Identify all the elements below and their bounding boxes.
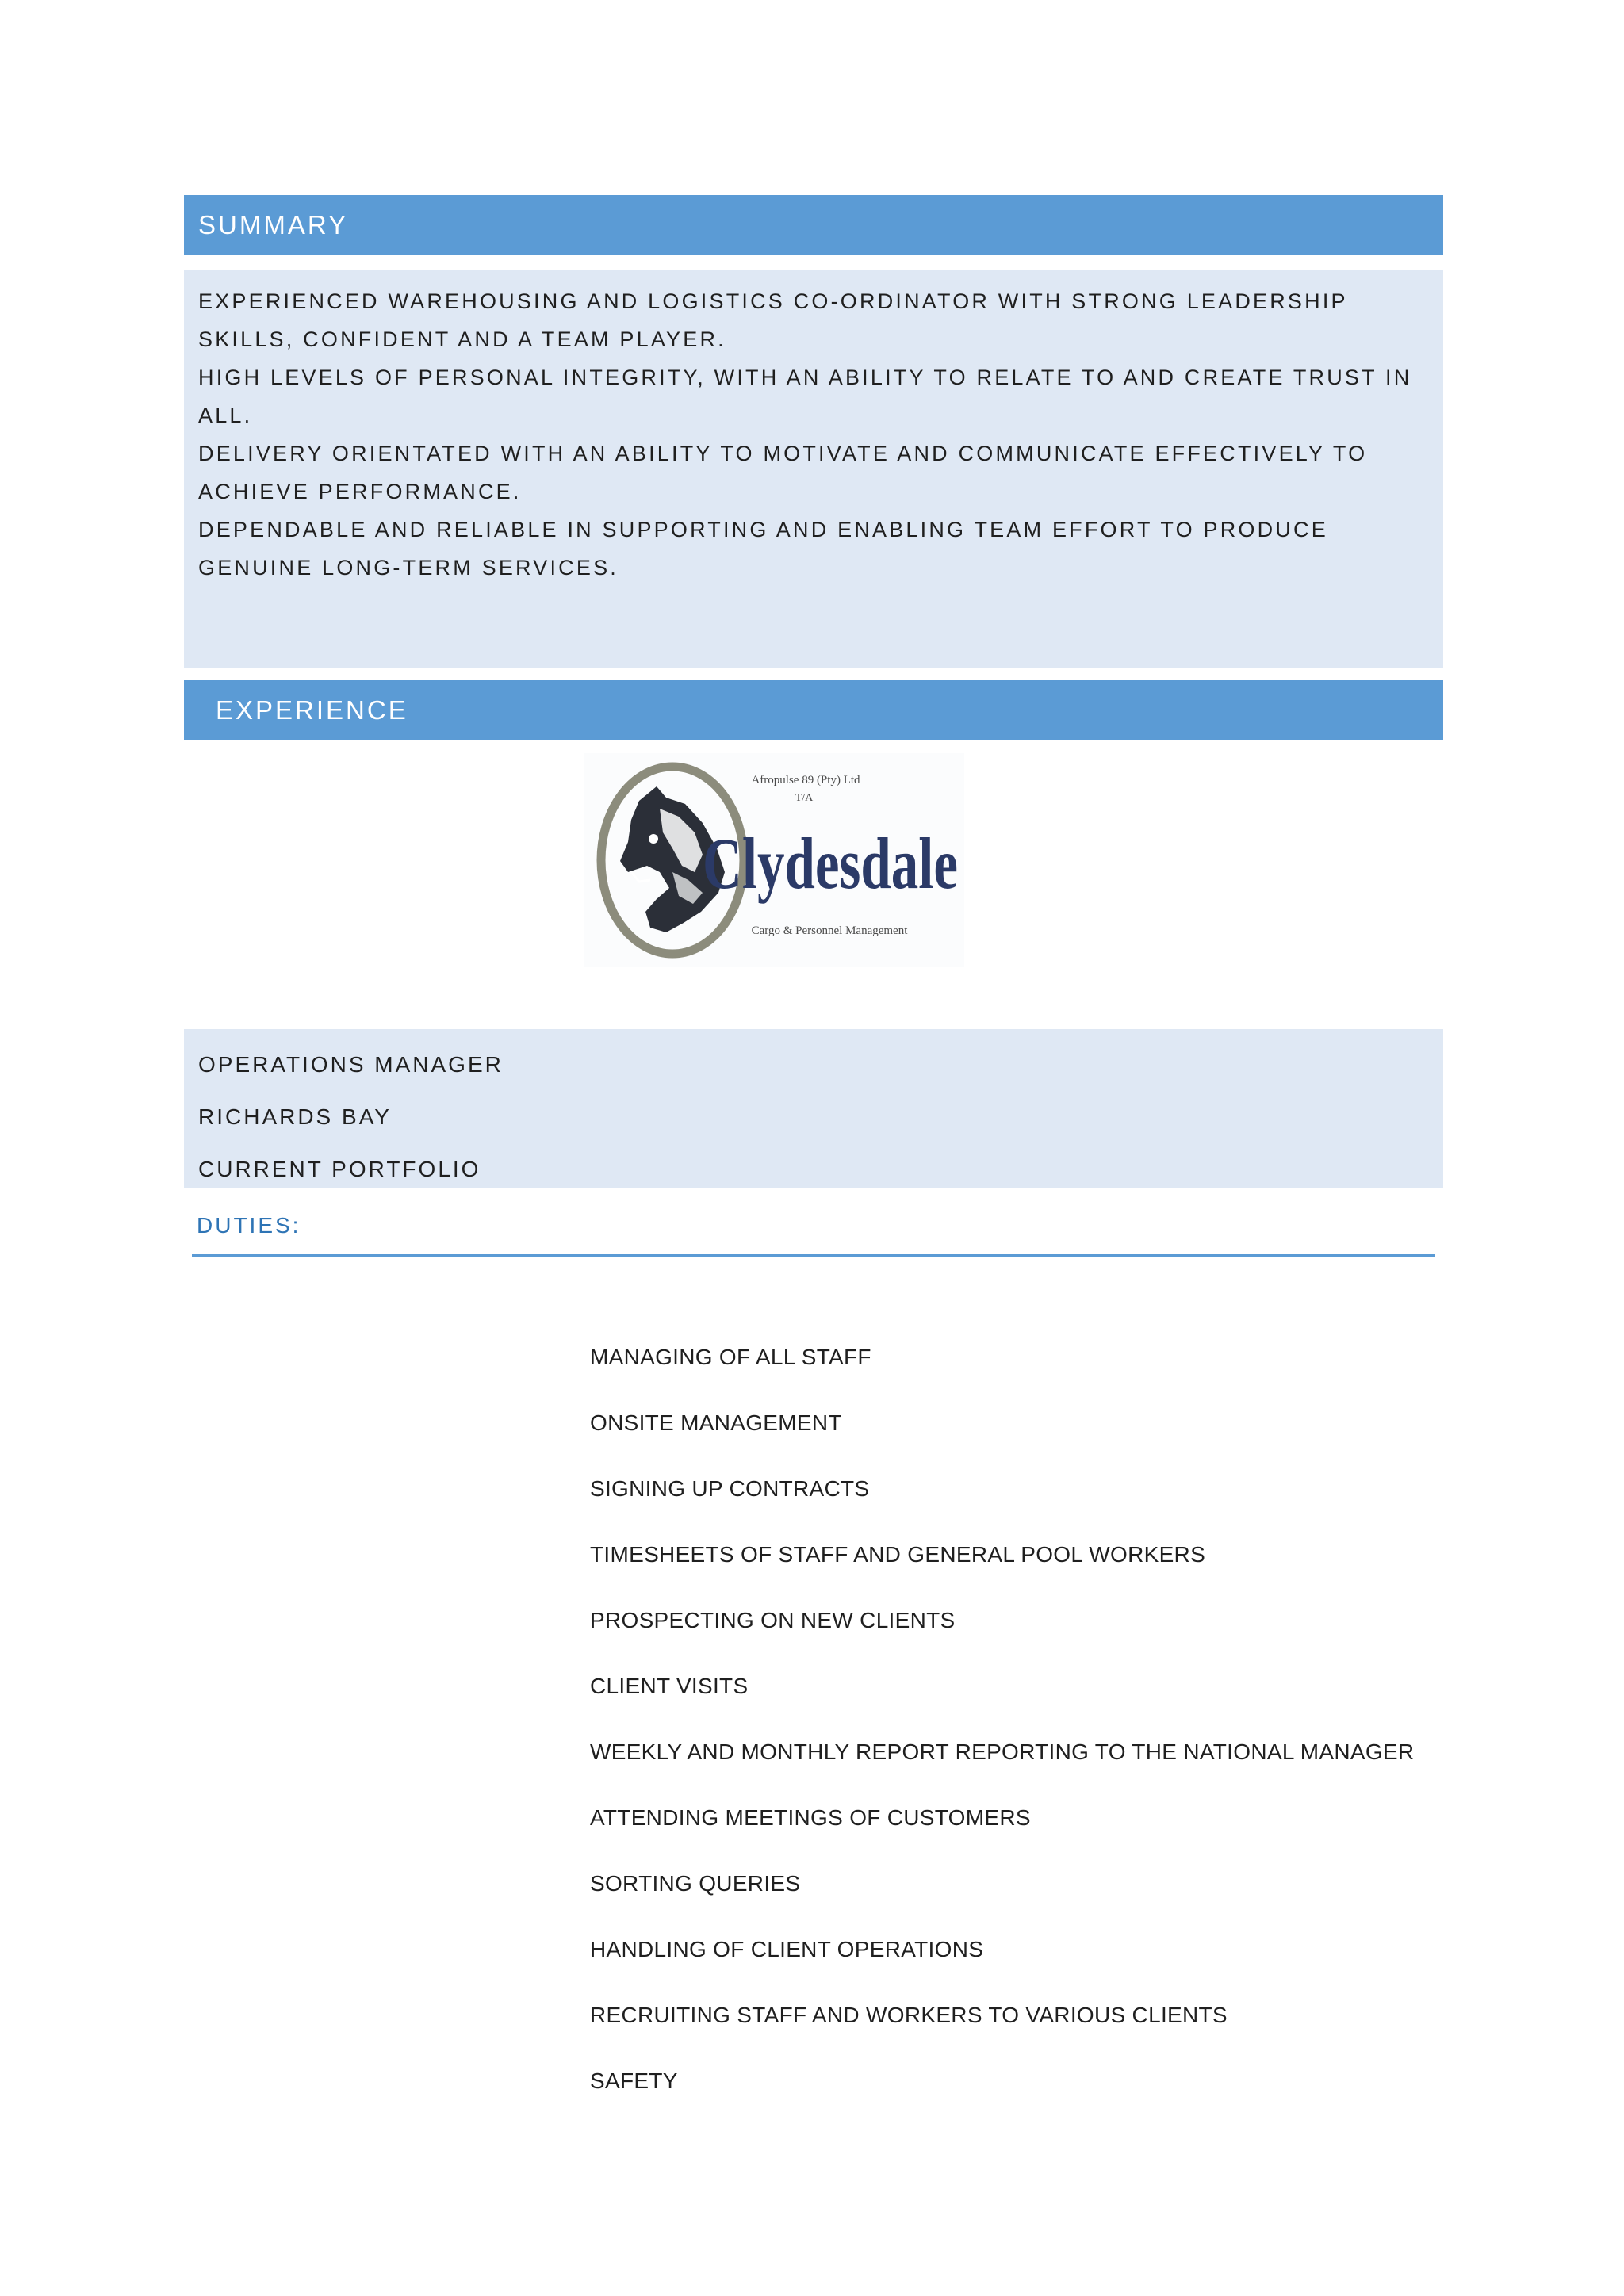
summary-heading: SUMMARY: [184, 195, 1443, 255]
duties-divider: [192, 1254, 1435, 1257]
duty-item: CLIENT VISITS: [590, 1674, 749, 1698]
summary-line: DEPENDABLE AND RELIABLE IN SUPPORTING AND ENABLING TEAM EFFORT TO PRODUCE: [198, 518, 1328, 541]
clydesdale-logo: [584, 753, 964, 967]
logo-brand: Clydesdale: [703, 823, 958, 904]
summary-line: EXPERIENCED WAREHOUSING AND LOGISTICS CO-ORDINATOR WITH STRONG LEADERSHIP: [198, 289, 1348, 313]
company-logo: [584, 753, 964, 967]
duty-item: SIGNING UP CONTRACTS: [590, 1476, 870, 1501]
summary-text: [198, 282, 1429, 587]
duty-item: TIMESHEETS OF STAFF AND GENERAL POOL WORKERS: [590, 1542, 1206, 1567]
experience-heading: EXPERIENCE: [184, 680, 1443, 740]
role-status: CURRENT PORTFOLIO: [198, 1157, 481, 1181]
logo-ta-line: T/A: [795, 792, 814, 804]
duty-item: MANAGING OF ALL STAFF: [590, 1345, 871, 1369]
role-title: OPERATIONS MANAGER: [198, 1052, 504, 1077]
logo-tagline: Cargo & Personnel Management: [751, 924, 908, 937]
duties-list: [590, 1337, 1414, 2126]
summary-line: GENUINE LONG-TERM SERVICES.: [198, 556, 619, 580]
duty-item: ONSITE MANAGEMENT: [590, 1410, 842, 1435]
duty-item: WEEKLY AND MONTHLY REPORT REPORTING TO THE NATIONAL MANAGER: [590, 1739, 1415, 1764]
duty-item: PROSPECTING ON NEW CLIENTS: [590, 1608, 956, 1632]
summary-line: DELIVERY ORIENTATED WITH AN ABILITY TO MOTIVATE AND COMMUNICATE EFFECTIVELY TO: [198, 442, 1368, 465]
summary-line: ACHIEVE PERFORMANCE.: [198, 480, 522, 503]
duty-item: ATTENDING MEETINGS OF CUSTOMERS: [590, 1805, 1031, 1830]
summary-line: ALL.: [198, 404, 253, 427]
summary-line: SKILLS, CONFIDENT AND A TEAM PLAYER.: [198, 327, 726, 351]
summary-panel: [184, 270, 1443, 668]
role-location: RICHARDS BAY: [198, 1104, 392, 1129]
role-panel: [184, 1029, 1443, 1188]
duty-item: RECRUITING STAFF AND WORKERS TO VARIOUS CLIENTS: [590, 2003, 1228, 2027]
summary-line: HIGH LEVELS OF PERSONAL INTEGRITY, WITH AN ABILITY TO RELATE TO AND CREATE TRUST IN: [198, 365, 1412, 389]
logo-company-line: Afropulse 89 (Pty) Ltd: [751, 774, 860, 786]
duty-item: HANDLING OF CLIENT OPERATIONS: [590, 1937, 984, 1961]
duty-item: SAFETY: [590, 2068, 678, 2093]
duties-label: DUTIES:: [197, 1213, 301, 1238]
duty-item: SORTING QUERIES: [590, 1871, 801, 1896]
